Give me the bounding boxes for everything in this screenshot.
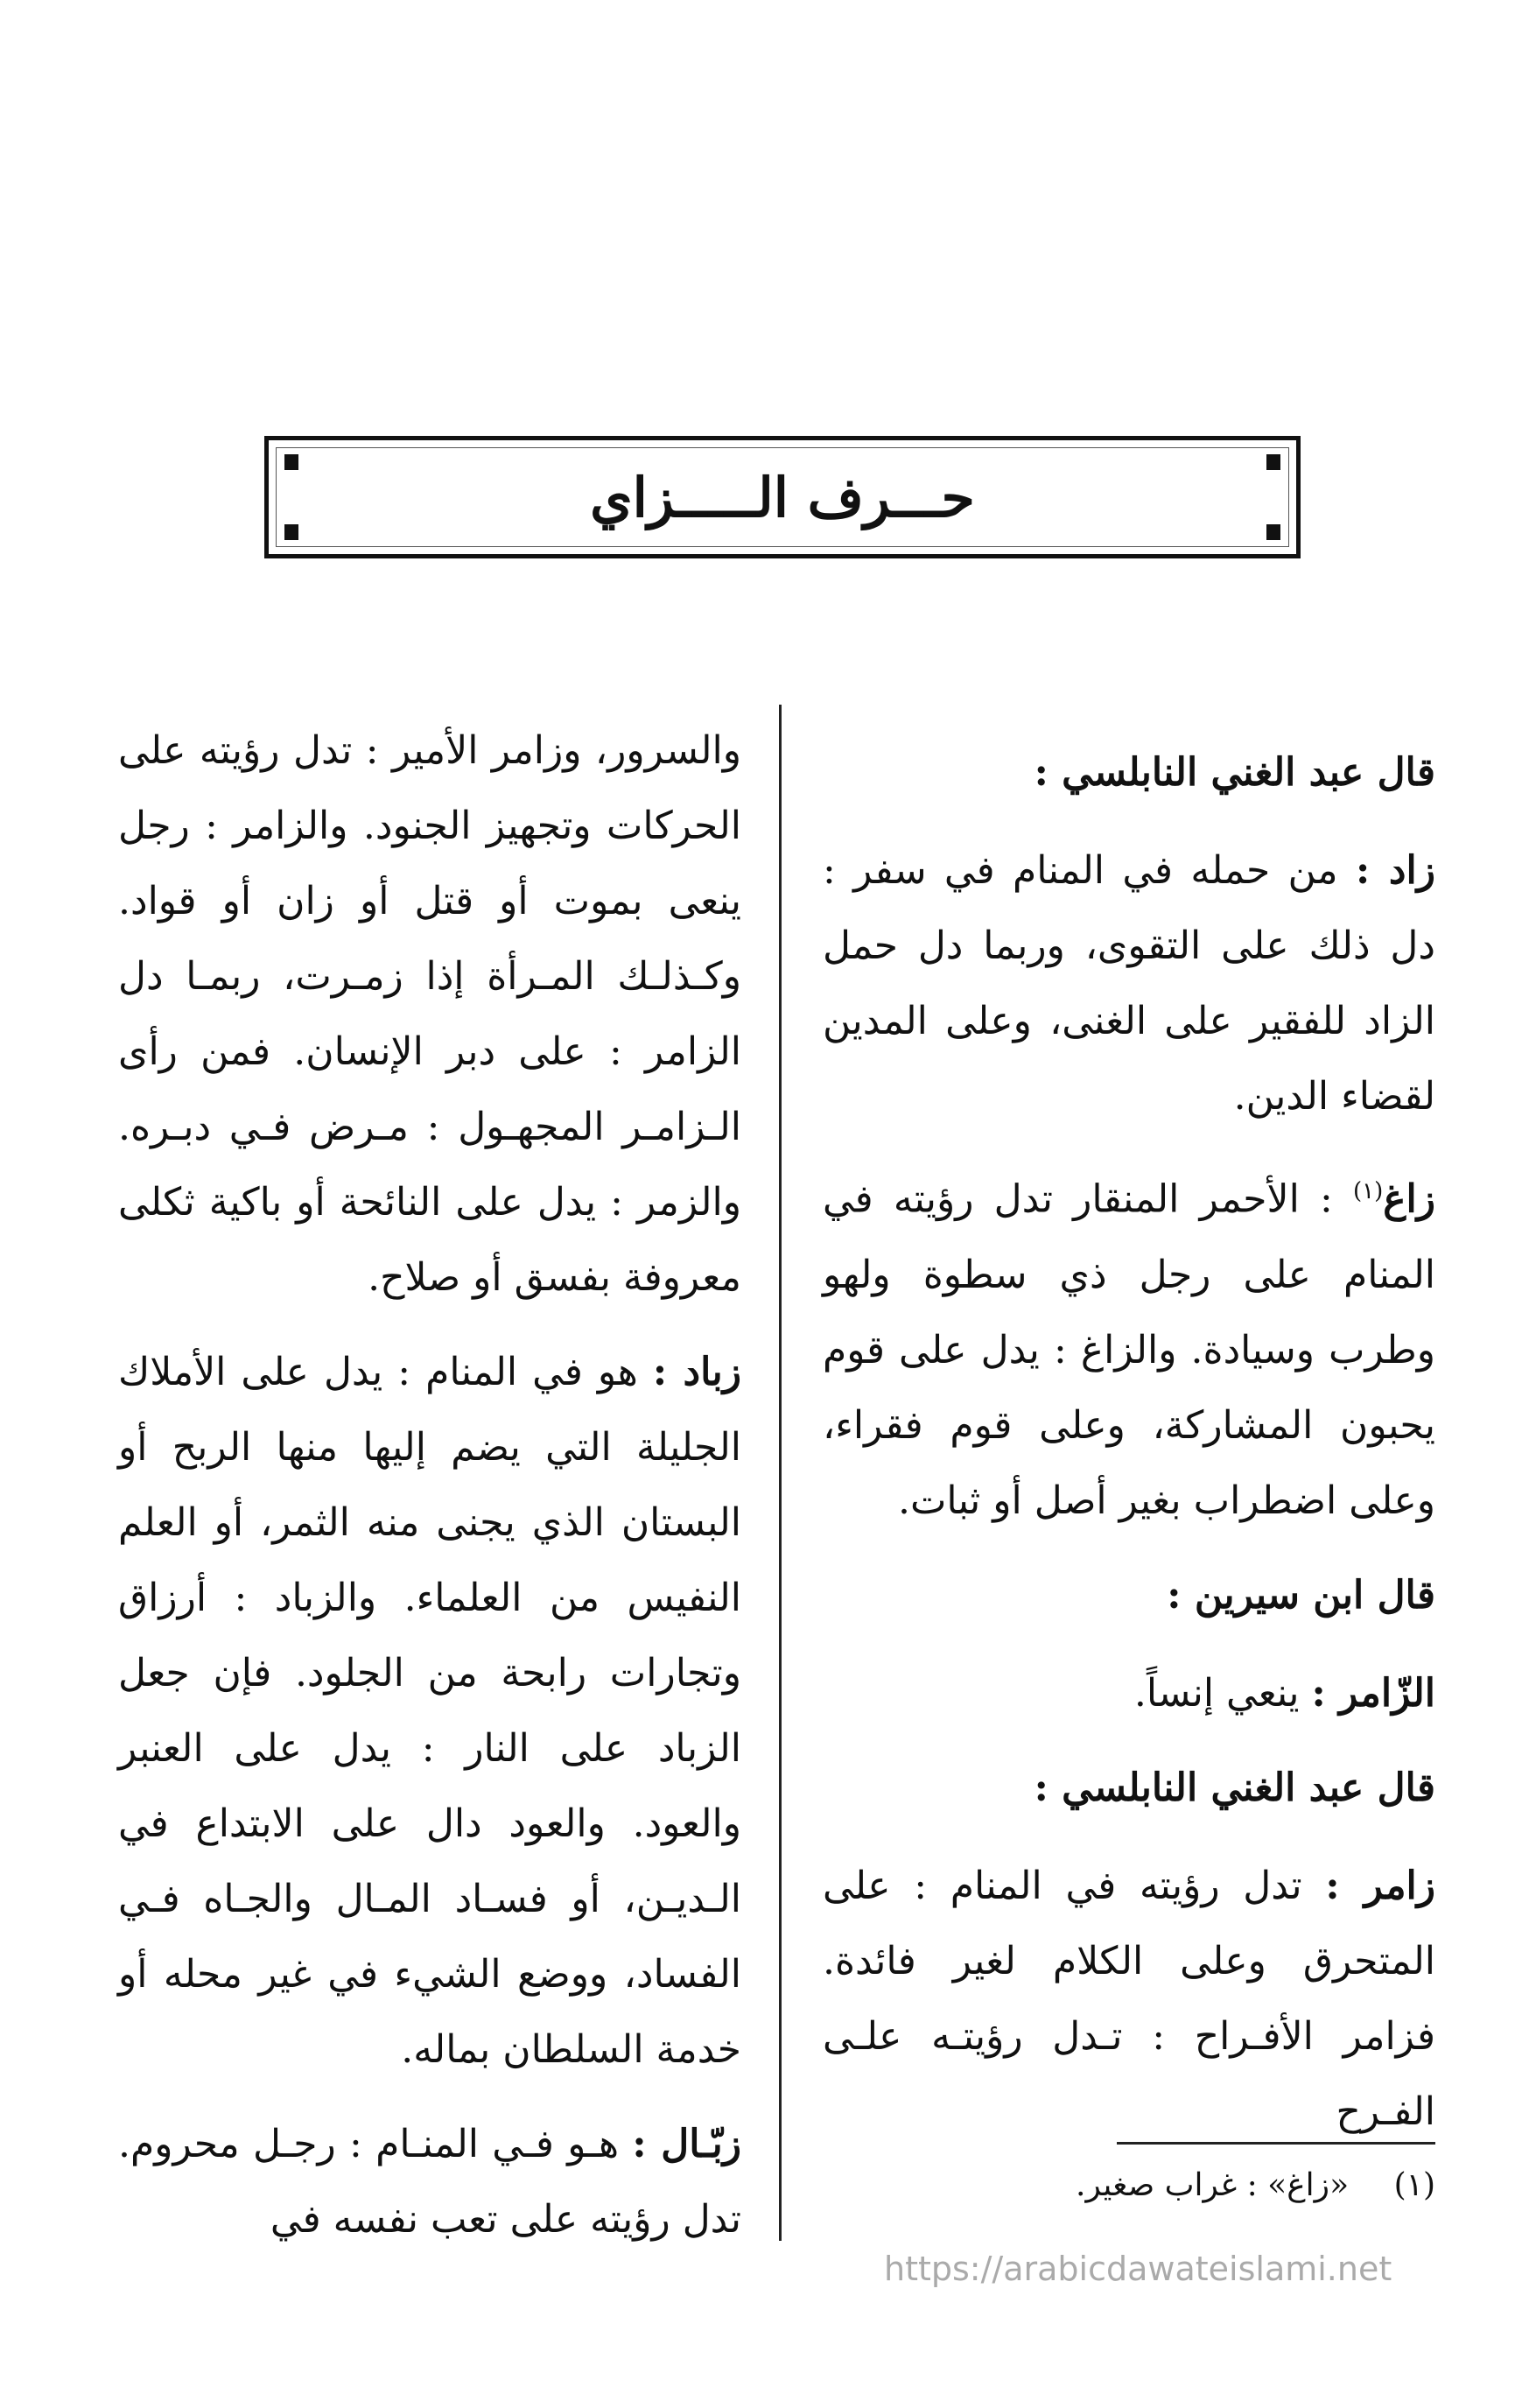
section-heading: قال عبد الغني النابلسي : — [1034, 1765, 1435, 1810]
left-column — [118, 713, 741, 2277]
chapter-title-frame — [264, 436, 1301, 558]
frame-corner-ornament — [1266, 524, 1280, 540]
watermark-url: https://arabicdawateislami.net — [884, 2250, 1392, 2288]
footnote-number: (١) — [1393, 2167, 1435, 2203]
entry-text: تدل رؤيته في المنام : على المتحرق وعلى الكلام لغير فائدة. فزامر الأفـراح : تـدل رؤيتـه علـى الفـرح — [823, 1863, 1435, 2134]
frame-corner-ornament — [284, 524, 298, 540]
footnote-rule — [1117, 2142, 1435, 2145]
entry-text: : الأحمر المنقار تدل رؤيته في المنام على رجل ذي سطوة ولهو وطرب وسيادة. والزاغ : يدل على قوم يحبون المشاركة، وعلى قوم فقراء، وعلى اضطراب بغير أصل أو ثبات. — [823, 1176, 1435, 1523]
footnote-marker: (١) — [1352, 1178, 1384, 1204]
entry-text: هـو فـي المنـام : رجـل محروم. تدل رؤيته على تعب نفسه في — [118, 2122, 741, 2242]
entry-text: من حمله في المنام في سفر : دل ذلك على التقوى، وربما دل حمل الزاد للفقير على الغنى، وعلى المدين لقضاء الدين. — [823, 848, 1435, 1119]
right-column — [823, 735, 1435, 2169]
continued-paragraph: والسرور، وزامر الأمير : تدل رؤيته على الحركات وتجهيز الجنود. والزامر : رجل ينعى بموت أو قتل أو زان أو قواد. وكـذلـك المـرأة إذا زمـرت، ربمـا دل الزامر : على دبر الإنسان. فمن رأى الـزامـر المجهـول : مـرض فـي دبـره. والزمر : يدل على النائحة أو باكية ثكلى معروفة بفسق أو صلاح. — [118, 728, 741, 1300]
entry-text: هو في المنام : يدل على الأملاك الجليلة التي يضم إليها منها الربح أو البستان الذي يجنى منه الثمر، أو العلم النفيس من العلماء. والزباد : أرزاق وتجارات رابحة من الجلود. فإن جعل الزباد على النار : يدل على العنبر والعود. والعود دال على الابتداع في الـديـن، أو فسـاد المـال والجـاه فـي الفساد، ووضع الشيء في غير محله أو خدمة السلطان بماله. — [118, 1350, 741, 2072]
footnote-text: «زاغ» : غراب صغير. — [1076, 2167, 1350, 2203]
chapter-title: حـــرف الـــــزاي — [590, 466, 975, 530]
entry-term: زباد : — [652, 1350, 741, 1394]
section-heading: قال عبد الغني النابلسي : — [1034, 750, 1435, 795]
entry-zamir — [823, 1656, 1435, 1731]
footnote — [875, 2164, 1435, 2208]
entry-zagh — [823, 1154, 1435, 1539]
column-divider — [779, 705, 782, 2241]
section-heading: قال ابن سيرين : — [1167, 1572, 1435, 1618]
entry-term: الزّامر : — [1311, 1670, 1435, 1716]
entry-zabbal — [118, 2107, 741, 2257]
frame-corner-ornament — [1266, 454, 1280, 470]
entry-term: زبّـال : — [632, 2122, 741, 2166]
entry-zabad — [118, 1335, 741, 2088]
entry-term: زاد : — [1355, 848, 1435, 893]
entry-term: زامر : — [1325, 1863, 1435, 1908]
entry-text: ينعي إنساً. — [1133, 1670, 1300, 1716]
frame-corner-ornament — [284, 454, 298, 470]
entry-zad — [823, 833, 1435, 1134]
entry-term: زاغ — [1383, 1176, 1435, 1222]
entry-zamir-2 — [823, 1849, 1435, 2150]
